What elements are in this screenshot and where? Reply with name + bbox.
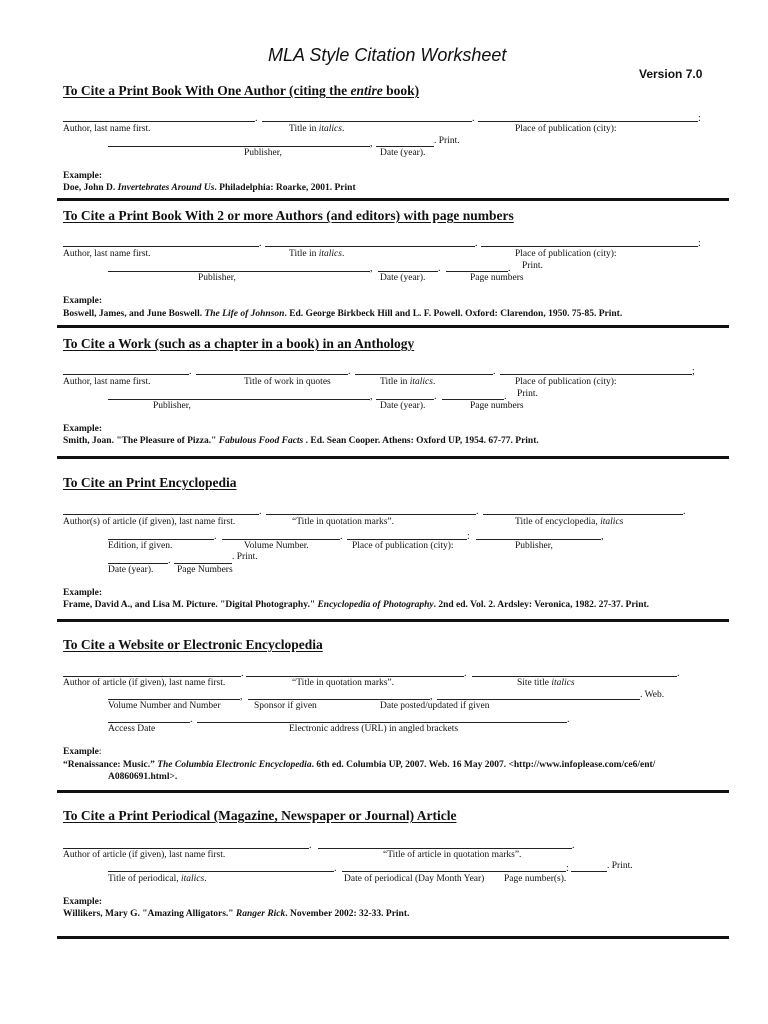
section-divider	[57, 325, 729, 328]
article-title-line[interactable]	[246, 676, 464, 677]
publisher-line[interactable]	[108, 146, 370, 147]
periodical-title-line[interactable]	[108, 871, 334, 872]
page-numbers-line[interactable]	[571, 871, 607, 872]
author-label: Author(s) of article (if given), last name first.	[63, 517, 236, 527]
article-title-line[interactable]	[266, 514, 476, 515]
access-date-label: Access Date	[108, 724, 156, 734]
volume-line[interactable]	[222, 539, 340, 540]
site-title-line[interactable]	[472, 676, 677, 677]
author-label: Author, last name first.	[63, 377, 151, 387]
encyclopedia-title-line[interactable]	[483, 514, 683, 515]
work-title-line[interactable]	[196, 374, 348, 375]
version-label: Version 7.0	[639, 67, 703, 81]
author-line[interactable]	[63, 848, 309, 849]
example-citation: Frame, David A., and Lisa M. Picture. "Digital Photography." Encyclopedia of Photography. 2nd ed. Vol. 2. Ardsley: Veronica, 1982. 27-37. Print.	[63, 600, 650, 610]
periodical-date-line[interactable]	[342, 871, 566, 872]
page-numbers-label: Page numbers	[470, 273, 524, 283]
section-heading-print-encyclopedia: To Cite an Print Encyclopedia	[63, 475, 237, 490]
author-label: Author of article (if given), last name first.	[63, 850, 226, 860]
author-label: Author, last name first.	[63, 124, 151, 134]
access-date-line[interactable]	[108, 722, 190, 723]
article-title-line[interactable]	[318, 848, 572, 849]
publisher-line[interactable]	[108, 271, 370, 272]
place-line[interactable]	[347, 539, 467, 540]
periodical-date-label: Date of periodical (Day Month Year)	[344, 874, 485, 884]
title-line[interactable]	[265, 246, 475, 247]
article-title-label: “Title in quotation marks”.	[292, 517, 395, 527]
author-label: Author of article (if given), last name first.	[63, 678, 226, 688]
section-heading-website: To Cite a Website or Electronic Encyclopedia	[63, 637, 323, 652]
url-label: Electronic address (URL) in angled brackets	[289, 724, 459, 734]
place-label: Place of publication (city):	[352, 541, 454, 551]
date-label: Date (year).	[380, 401, 426, 411]
place-line[interactable]	[478, 121, 698, 122]
example-label: Example:	[63, 171, 103, 181]
page-numbers-line[interactable]	[174, 563, 232, 564]
print-label: Print.	[517, 389, 538, 399]
title-label: Title in italics.	[289, 249, 345, 259]
example-label: Example:	[63, 588, 103, 598]
example-label: Example:	[63, 424, 103, 434]
example-citation: “Renaissance: Music.” The Columbia Electronic Encyclopedia. 6th ed. Columbia UP, 2007. Web. 16 May 2007. <http://www.infoplease.com/ce6/ent/	[63, 760, 656, 770]
work-title-label: Title of work in quotes	[244, 377, 331, 387]
publisher-label: Publisher,	[153, 401, 191, 411]
page-numbers-label: Page number(s).	[504, 874, 567, 884]
page-numbers-label: Page Numbers	[177, 565, 233, 575]
place-label: Place of publication (city):	[515, 377, 617, 387]
section-heading-print-book-one-author: To Cite a Print Book With One Author (citing the entire book)	[63, 83, 420, 98]
article-title-label: “Title in quotation marks”.	[292, 678, 395, 688]
date-line[interactable]	[378, 271, 438, 272]
section-heading-print-book-multi-author: To Cite a Print Book With 2 or more Authors (and editors) with page numbers	[63, 208, 514, 223]
print-label: . Print.	[232, 552, 258, 562]
site-title-label: Site title italics	[517, 678, 575, 688]
section-divider	[57, 936, 729, 939]
web-label: . Web.	[640, 690, 665, 700]
example-citation: Willikers, Mary G. "Amazing Alligators." Ranger Rick. November 2002: 32-33. Print.	[63, 909, 410, 919]
publisher-line[interactable]	[108, 399, 370, 400]
date-label: Date (year).	[380, 148, 426, 158]
title-line[interactable]	[262, 121, 472, 122]
edition-line[interactable]	[108, 539, 214, 540]
example-label: Example:	[63, 296, 103, 306]
example-citation: Boswell, James, and June Boswell. The Life of Johnson. Ed. George Birkbeck Hill and L. F. Powell. Oxford: Clarendon, 1950. 75-85. Print.	[63, 309, 623, 319]
title-label: Title in italics.	[289, 124, 345, 134]
date-line[interactable]	[108, 563, 168, 564]
example-citation: Smith, Joan. "The Pleasure of Pizza." Fabulous Food Facts . Ed. Sean Cooper. Athens: Oxford UP, 1954. 67-77. Print.	[63, 436, 539, 446]
author-line[interactable]	[63, 374, 189, 375]
page-numbers-label: Page numbers	[470, 401, 524, 411]
print-label: Print.	[522, 261, 543, 271]
author-line[interactable]	[63, 676, 241, 677]
section-heading-print-periodical: To Cite a Print Periodical (Magazine, Newspaper or Journal) Article	[63, 808, 457, 823]
date-posted-line[interactable]	[437, 699, 640, 700]
date-line[interactable]	[376, 399, 434, 400]
page-title: MLA Style Citation Worksheet	[268, 45, 507, 65]
url-line[interactable]	[197, 722, 567, 723]
place-label: Place of publication (city):	[515, 249, 617, 259]
sponsor-line[interactable]	[248, 699, 430, 700]
article-title-label: “Title of article in quotation marks”.	[383, 850, 522, 860]
section-divider	[57, 456, 729, 459]
volume-label: Volume Number and Number	[108, 701, 221, 711]
author-line[interactable]	[63, 514, 259, 515]
title-line[interactable]	[355, 374, 493, 375]
page-numbers-line[interactable]	[446, 271, 508, 272]
place-line[interactable]	[481, 246, 698, 247]
place-label: Place of publication (city):	[515, 124, 617, 134]
author-line[interactable]	[63, 121, 255, 122]
print-label: . Print.	[607, 861, 633, 871]
author-label: Author, last name first.	[63, 249, 151, 259]
section-divider	[57, 619, 729, 622]
volume-line[interactable]	[108, 699, 240, 700]
publisher-line[interactable]	[476, 539, 601, 540]
section-heading-anthology: To Cite a Work (such as a chapter in a book) in an Anthology	[63, 336, 415, 351]
example-label: Example:	[63, 897, 103, 907]
publisher-label: Publisher,	[244, 148, 282, 158]
page-numbers-line[interactable]	[442, 399, 504, 400]
date-label: Date (year).	[380, 273, 426, 283]
volume-label: Volume Number.	[244, 541, 309, 551]
date-label: Date (year).	[108, 565, 154, 575]
date-posted-label: Date posted/updated if given	[380, 701, 490, 711]
title-label: Title in italics.	[380, 377, 436, 387]
example-citation-line2: A0860691.html>.	[108, 772, 178, 782]
example-citation: Doe, John D. Invertebrates Around Us. Philadelphia: Roarke, 2001. Print	[63, 183, 356, 193]
section-divider	[57, 198, 729, 201]
section-divider	[57, 790, 729, 793]
encyclopedia-title-label: Title of encyclopedia, italics	[515, 517, 624, 527]
edition-label: Edition, if given.	[108, 541, 173, 551]
periodical-title-label: Title of periodical, italics.	[108, 874, 207, 884]
date-line[interactable]	[376, 146, 434, 147]
author-line[interactable]	[63, 246, 259, 247]
example-label: Example:	[63, 747, 102, 757]
print-label: . Print.	[434, 136, 460, 146]
publisher-label: Publisher,	[198, 273, 236, 283]
place-line[interactable]	[500, 374, 692, 375]
publisher-label: Publisher,	[515, 541, 553, 551]
sponsor-label: Sponsor if given	[254, 701, 317, 711]
